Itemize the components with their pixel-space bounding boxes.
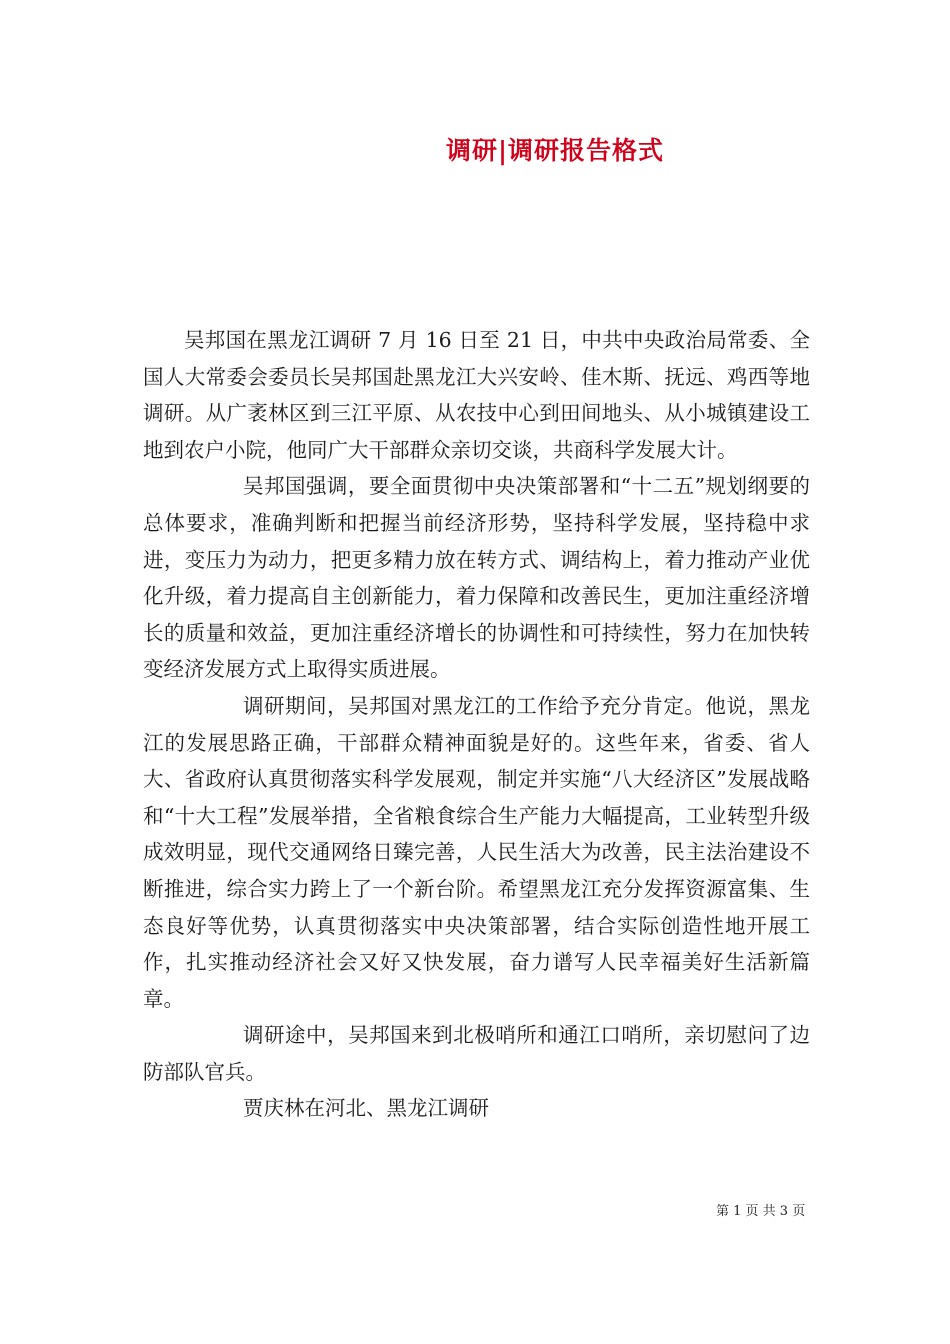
paragraph-2: 吴邦国强调，要全面贯彻中央决策部署和“十二五”规划纲要的总体要求，准确判断和把握当前经济形势，坚持科学发展，坚持稳中求进，变压力为动力，把更多精力放在转方式、调结构上，着力推动产业优化升级，着力提高自主创新能力，着力保障和改善民生，更加注重经济增长的质量和效益，更加注重经济增长的协调性和可持续性，努力在加快转变经济发展方式上取得实质进展。 (143, 474, 810, 682)
paragraph-5: 贾庆林在河北、黑龙江调研 (243, 1096, 489, 1121)
paragraph-1: 吴邦国在黑龙江调研 7 月 16 日至 21 日，中共中央政治局常委、全国人大常委会委员长吴邦国赴黑龙江大兴安岭、佳木斯、抚远、鸡西等地调研。从广袤林区到三江平原、从农技中心到田间地头、从小城镇建设工地到农户小院，他同广大干部群众亲切交谈，共商科学发展大计。 (143, 328, 810, 462)
paragraph-4: 调研途中，吴邦国来到北极哨所和通江口哨所，亲切慰问了边防部队官兵。 (143, 1023, 810, 1084)
document-body (143, 322, 810, 1127)
page-number-footer: 第 1 页 共 3 页 (716, 1204, 806, 1219)
paragraph-3: 调研期间，吴邦国对黑龙江的工作给予充分肯定。他说，黑龙江的发展思路正确，干部群众精神面貌是好的。这些年来，省委、省人大、省政府认真贯彻落实科学发展观，制定并实施“八大经济区”发展战略和“十大工程”发展举措，全省粮食综合生产能力大幅提高，工业转型升级成效明显，现代交通网络日臻完善，人民生活大为改善，民主法治建设不断推进，综合实力跨上了一个新台阶。希望黑龙江充分发挥资源富集、生态良好等优势，认真贯彻落实中央决策部署，结合实际创造性地开展工作，扎实推动经济社会又好又快发展，奋力谱写人民幸福美好生活新篇章。 (143, 693, 810, 1011)
document-title: 调研|调研报告格式 (445, 136, 665, 165)
